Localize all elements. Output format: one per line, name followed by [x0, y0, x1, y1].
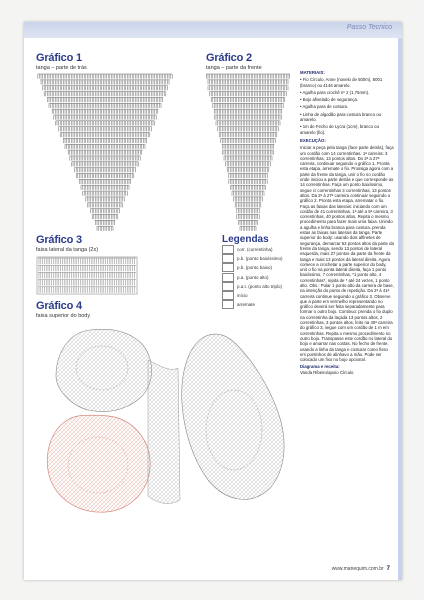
legend-item: p.b. (ponto baixíssimo) [222, 254, 312, 263]
legend-item: arremate [222, 300, 312, 309]
grafico2-chart [200, 72, 296, 234]
footer-url: www.manequim.com.br [331, 566, 384, 572]
chain-stitch-icon [222, 245, 234, 254]
slip-stitch-icon [222, 254, 234, 263]
grafico4-title: Gráfico 4 [36, 300, 82, 312]
legend [222, 234, 312, 309]
grey-cup-right [182, 334, 284, 499]
material-item: • 1m de Fecho de Lycra (1cm), branco ou amarelo (fio). [300, 124, 379, 135]
materials-title: MATERIAIS: [300, 70, 325, 75]
design-credit-name: Vanda Ribeiro/apoio Círculo [300, 369, 354, 375]
legend-item: corr. (correntinha) [222, 245, 312, 254]
header-text: Passo Tecnico [346, 24, 392, 31]
grafico4-chart [30, 320, 292, 520]
center-panel [148, 360, 180, 503]
page-number: 7 [386, 566, 390, 572]
grafico4-subtitle: faixa superior do body [36, 313, 91, 319]
salmon-cup [47, 415, 150, 512]
grafico1-title: Gráfico 1 [36, 52, 82, 64]
grafico3-title: Gráfico 3 [36, 234, 82, 246]
right-color-strip [398, 38, 402, 580]
legend-item: p.a.t. (ponto alto triplo) [222, 282, 312, 291]
material-item: • Agulha para de costura. [300, 104, 349, 110]
legend-item: p.a. (ponto alto) [222, 273, 312, 282]
single-crochet-icon [222, 263, 234, 272]
materials-column [300, 70, 394, 377]
grafico3-chart [36, 256, 140, 296]
grafico1-subtitle: tanga – parte de trás [36, 65, 87, 71]
page-footer [332, 566, 390, 572]
legend-title: Legendas [222, 234, 269, 245]
material-item: • Fio Círculo, Anne (novelo de 500m), 8001 (branco) ou 4146 amarelo. [300, 77, 383, 88]
double-crochet-icon [222, 273, 234, 282]
material-item: • Bojo afivelado de segurança. [300, 97, 359, 103]
grafico1-chart [30, 72, 180, 234]
triple-crochet-icon [222, 282, 234, 291]
execution-text: Iniciar a peça pela tanga (face parte detrás), faça um cordão com 14 correntinhas. 1ª carreira: 3 correntinhas, 13 pontos altos. Do 2ª a 27ª carreira, continuar seguindo o gráfico 1. Pronta esta etapa, arremate o fio. Prossiga agora com a parte da frente da tanga, unir o fio no cordão onde iniciou a parte detrás e que corresponde as 14 correntinhas. Faça um ponto baixíssimo, segue c/ correntinhas 3 correntinhas, 13 pontos altos. Da 2ª à 27ª carreira continuar seguindo o gráfico 2. Pronta esta etapa, arrematar o fio. Faça as faixas das laterais: iniciando com um cordão de 41 correntinhas, 1ª até a 5ª carreira, 3 correntinhas, 40 pontos altos. Repita o mesmo procedimento para fazer mais uma faixa. Unindo a agulha e linha branca para costura, prenda estas as faixas nas laterais da tanga. Parte superior do body: usando dois alfinetes de segurança, demarcar 53 pontos altos da parte da frente da tanga, sendo 13 pontos de lateral esquerda, mais 27 pontos da parte da frente da tanga e mais 13 pontos da lateral direita. Agora comece a crochetar a parte superior do body, unir o fio na ponta lateral direita, faça 1 ponto baixíssimo, 7 correntinhas, *1 ponto alto, 4 correntinhas*, repita de * até 24 vezes, 1 ponto alto. Obs.: Pular 1 ponto alto da carreira de base, na intenção do ponto de repetição. Da 2ª à 41ª carreira continue seguindo o gráfico 3. Observe que a parte em vermelho representando no gráfico deverá ser feita separadamente para formar o outro bojo. Continuo: prenda o fio duplo na correntinha da laçada 13 pontos altos, 2 correntinhas, 3 pontos altos, feito na 40ª carreira do gráfico 3, segue com um cordão de 1 m em correntinhas. Repita o mesmo procedimento no outro bojo. Transpasse este cordão no lateral do bojo e amarrar nas costas. No fecho de frente, usando a linha da tanga e costurar como fisso em pontinhos de alinhavo a mão. Pode ser colocado um fixo no bojo opcional. [300, 145, 394, 363]
grafico2-title: Gráfico 2 [206, 52, 252, 64]
execution-title: EXECUÇÃO: [300, 137, 326, 143]
top-banner [24, 22, 402, 38]
design-credit-label: Diagrama e receita: [300, 364, 340, 370]
fasten-off-icon [222, 300, 234, 309]
material-item: • Linha de algodão para costura branco ou amarelo. [300, 111, 382, 123]
grafico2-subtitle: tanga – parte da frente [206, 65, 262, 71]
grey-cup-upper [56, 329, 152, 411]
magazine-page [24, 22, 402, 580]
grafico3-subtitle: faixa lateral da tanga (2x) [36, 247, 99, 253]
legend-item: p.b. (ponto baixo) [222, 263, 312, 272]
legend-item: início [222, 291, 312, 300]
start-arrow-icon [222, 291, 234, 300]
material-item: • Agulha para crochê nº 2 (1,75mm). [300, 89, 370, 95]
